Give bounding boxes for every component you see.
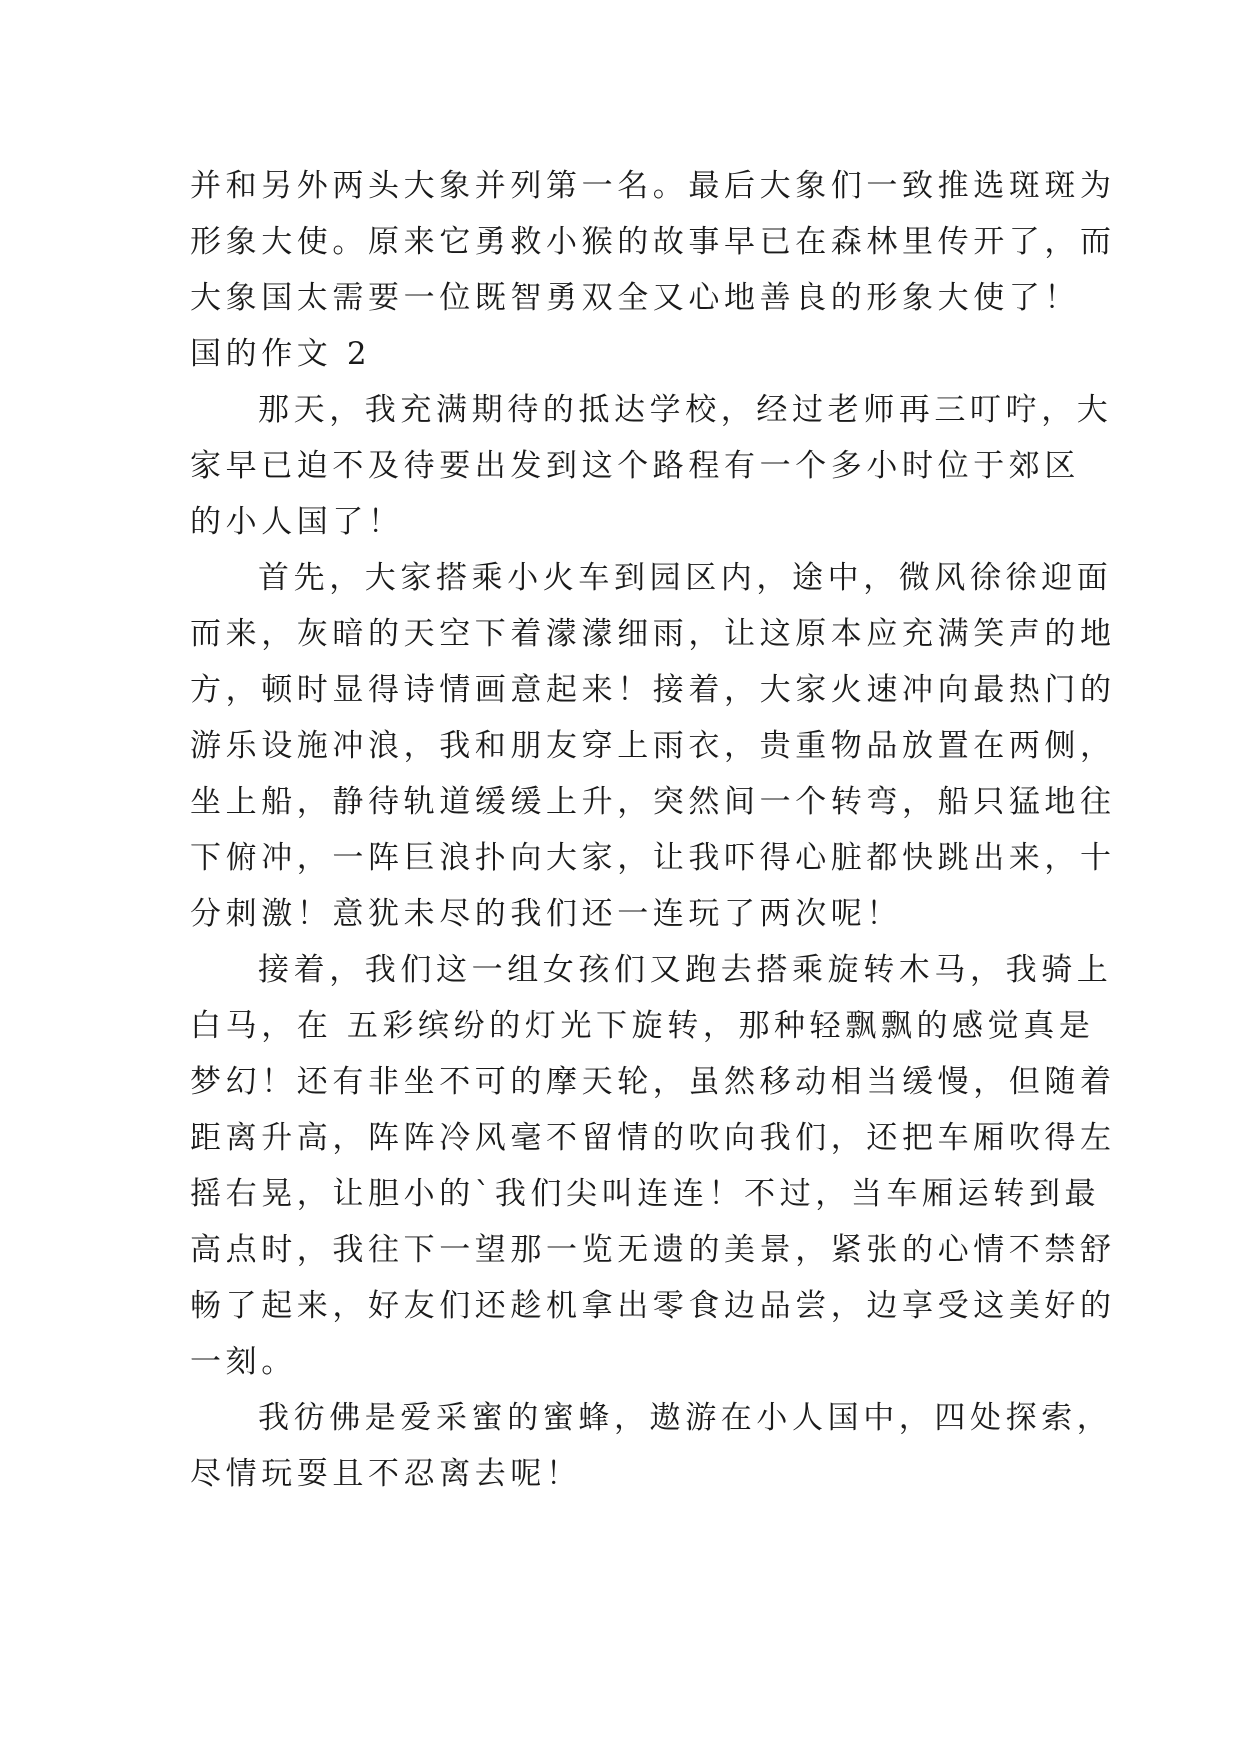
text-line: 分刺激！意犹未尽的我们还一连玩了两次呢！ (190, 896, 902, 932)
text-line: 坐上船，静待轨道缓缓上升，突然间一个转弯，船只猛地往 (190, 784, 1116, 820)
text-line: 尽情玩耍且不忍离去呢！ (190, 1456, 582, 1492)
essay-title: 国的作文 2 (190, 336, 372, 372)
text-line: 首先，大家搭乘小火车到园区内，途中，微风徐徐迎面 (258, 560, 1113, 596)
text-line: 高点时，我往下一望那一览无遗的美景，紧张的心情不禁舒 (190, 1232, 1116, 1268)
document-body (190, 158, 1116, 1502)
text-line: 下俯冲，一阵巨浪扑向大家，让我吓得心脏都快跳出来，十 (190, 840, 1116, 876)
text-line: 的小人国了！ (190, 504, 404, 540)
text-line: 并和另外两头大象并列第一名。最后大象们一致推选斑斑为 (190, 168, 1116, 204)
text-line: 而来，灰暗的天空下着濛濛细雨，让这原本应充满笑声的地 (190, 616, 1116, 652)
text-line: 白马，在 五彩缤纷的灯光下旋转，那种轻飘飘的感觉真是 (190, 1008, 1095, 1044)
text-line: 游乐设施冲浪，我和朋友穿上雨衣，贵重物品放置在两侧， (190, 728, 1116, 764)
text-line: 方，顿时显得诗情画意起来！接着，大家火速冲向最热门的 (190, 672, 1116, 708)
text-line: 家早已迫不及待要出发到这个路程有一个多小时位于郊区 (190, 448, 1080, 484)
text-line: 梦幻！还有非坐不可的摩天轮，虽然移动相当缓慢，但随着 (190, 1064, 1116, 1100)
text-line: 一刻。 (190, 1344, 297, 1380)
text-line: 大象国太需要一位既智勇双全又心地善良的形象大使了！ (190, 280, 1080, 316)
text-line: 距离升高，阵阵冷风毫不留情的吹向我们，还把车厢吹得左 (190, 1120, 1116, 1156)
text-line: 接着，我们这一组女孩们又跑去搭乘旋转木马，我骑上 (258, 952, 1113, 988)
text-line: 那天，我充满期待的抵达学校，经过老师再三叮咛，大 (258, 392, 1113, 428)
text-line: 畅了起来，好友们还趁机拿出零食边品尝，边享受这美好的 (190, 1288, 1116, 1324)
text-line: 我彷佛是爱采蜜的蜜蜂，遨游在小人国中，四处探索， (258, 1400, 1113, 1436)
text-line: 形象大使。原来它勇救小猴的故事早已在森林里传开了，而 (190, 224, 1116, 260)
text-line: 摇右晃，让胆小的`我们尖叫连连！不过，当车厢运转到最 (190, 1176, 1101, 1212)
